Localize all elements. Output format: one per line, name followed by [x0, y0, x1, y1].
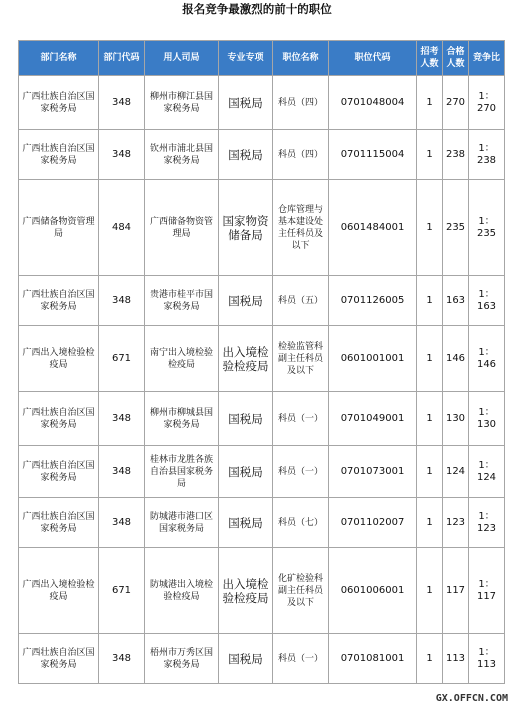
- cell-position-name: 检验监管科副主任科员及以下: [273, 326, 329, 392]
- cell-ratio: 1：117: [469, 548, 505, 634]
- cell-dept-name: 广西壮族自治区国家税务局: [19, 498, 99, 548]
- cell-dept-code: 671: [99, 326, 145, 392]
- cell-dept-code: 484: [99, 180, 145, 276]
- cell-position-code: 0701115004: [329, 130, 417, 180]
- cell-dept-code: 348: [99, 76, 145, 130]
- cell-dept-code: 348: [99, 446, 145, 498]
- table-row: [19, 392, 505, 446]
- cell-specialty: 国税局: [219, 130, 273, 180]
- cell-employer: 广西储备物资管理局: [145, 180, 219, 276]
- cell-employer: 防城港市港口区国家税务局: [145, 498, 219, 548]
- cell-quota: 1: [417, 276, 443, 326]
- cell-ratio: 1：113: [469, 634, 505, 684]
- cell-specialty: 出入境检验检疫局: [219, 326, 273, 392]
- header-employer: 用人司局: [145, 41, 219, 76]
- header-dept-name: 部门名称: [19, 41, 99, 76]
- cell-position-code: 0701102007: [329, 498, 417, 548]
- cell-position-name: 科员（一）: [273, 634, 329, 684]
- cell-ratio: 1：238: [469, 130, 505, 180]
- cell-specialty: 国税局: [219, 392, 273, 446]
- cell-employer: 贵港市桂平市国家税务局: [145, 276, 219, 326]
- cell-quota: 1: [417, 326, 443, 392]
- cell-dept-name: 广西出入境检验检疫局: [19, 326, 99, 392]
- cell-dept-name: 广西壮族自治区国家税务局: [19, 634, 99, 684]
- cell-qualified: 130: [443, 392, 469, 446]
- watermark-text: GX.OFFCN.COM: [435, 693, 508, 704]
- cell-specialty: 国税局: [219, 634, 273, 684]
- cell-quota: 1: [417, 392, 443, 446]
- cell-qualified: 163: [443, 276, 469, 326]
- cell-qualified: 146: [443, 326, 469, 392]
- header-position-code: 职位代码: [329, 41, 417, 76]
- cell-dept-code: 348: [99, 634, 145, 684]
- table-row: [19, 634, 505, 684]
- cell-specialty: 国税局: [219, 76, 273, 130]
- cell-position-name: 科员（四）: [273, 76, 329, 130]
- table-row: [19, 548, 505, 634]
- cell-qualified: 238: [443, 130, 469, 180]
- cell-position-name: 化矿检验科副主任科员及以下: [273, 548, 329, 634]
- cell-qualified: 124: [443, 446, 469, 498]
- cell-position-code: 0601001001: [329, 326, 417, 392]
- cell-quota: 1: [417, 130, 443, 180]
- table-row: [19, 76, 505, 130]
- header-row: [19, 41, 505, 76]
- cell-ratio: 1：123: [469, 498, 505, 548]
- cell-dept-name: 广西储备物资管理局: [19, 180, 99, 276]
- cell-ratio: 1：124: [469, 446, 505, 498]
- cell-specialty: 国税局: [219, 498, 273, 548]
- cell-position-code: 0701048004: [329, 76, 417, 130]
- cell-position-name: 科员（五）: [273, 276, 329, 326]
- cell-quota: 1: [417, 446, 443, 498]
- cell-qualified: 270: [443, 76, 469, 130]
- cell-position-name: 仓库管理与基本建设处主任科员及以下: [273, 180, 329, 276]
- cell-quota: 1: [417, 548, 443, 634]
- table-row: [19, 446, 505, 498]
- table-row: [19, 326, 505, 392]
- cell-dept-name: 广西壮族自治区国家税务局: [19, 446, 99, 498]
- cell-ratio: 1：130: [469, 392, 505, 446]
- cell-position-name: 科员（四）: [273, 130, 329, 180]
- header-dept-code: 部门代码: [99, 41, 145, 76]
- cell-specialty: 国税局: [219, 276, 273, 326]
- cell-ratio: 1：146: [469, 326, 505, 392]
- cell-dept-code: 348: [99, 130, 145, 180]
- cell-specialty: 国税局: [219, 446, 273, 498]
- cell-position-code: 0701081001: [329, 634, 417, 684]
- cell-employer: 南宁出入境检验检疫局: [145, 326, 219, 392]
- cell-dept-name: 广西出入境检验检疫局: [19, 548, 99, 634]
- cell-position-name: 科员（一）: [273, 446, 329, 498]
- cell-dept-code: 671: [99, 548, 145, 634]
- cell-dept-name: 广西壮族自治区国家税务局: [19, 76, 99, 130]
- cell-position-code: 0601006001: [329, 548, 417, 634]
- cell-qualified: 113: [443, 634, 469, 684]
- cell-qualified: 117: [443, 548, 469, 634]
- cell-dept-name: 广西壮族自治区国家税务局: [19, 276, 99, 326]
- table-row: [19, 130, 505, 180]
- cell-position-name: 科员（一）: [273, 392, 329, 446]
- table-row: [19, 276, 505, 326]
- cell-position-code: 0701126005: [329, 276, 417, 326]
- cell-specialty: 出入境检验检疫局: [219, 548, 273, 634]
- header-ratio: 竞争比: [469, 41, 505, 76]
- cell-ratio: 1：163: [469, 276, 505, 326]
- cell-dept-code: 348: [99, 498, 145, 548]
- header-qualified: 合格人数: [443, 41, 469, 76]
- cell-employer: 钦州市浦北县国家税务局: [145, 130, 219, 180]
- cell-employer: 桂林市龙胜各族自治县国家税务局: [145, 446, 219, 498]
- cell-ratio: 1：235: [469, 180, 505, 276]
- jobs-table: [18, 40, 505, 684]
- page-title: 报名竞争最激烈的前十的职位: [182, 2, 332, 16]
- cell-quota: 1: [417, 180, 443, 276]
- cell-quota: 1: [417, 498, 443, 548]
- cell-quota: 1: [417, 634, 443, 684]
- cell-employer: 梧州市万秀区国家税务局: [145, 634, 219, 684]
- cell-dept-name: 广西壮族自治区国家税务局: [19, 392, 99, 446]
- cell-dept-name: 广西壮族自治区国家税务局: [19, 130, 99, 180]
- cell-ratio: 1：270: [469, 76, 505, 130]
- cell-specialty: 国家物资储备局: [219, 180, 273, 276]
- cell-position-code: 0701049001: [329, 392, 417, 446]
- cell-employer: 柳州市柳江县国家税务局: [145, 76, 219, 130]
- cell-position-name: 科员（七）: [273, 498, 329, 548]
- cell-qualified: 235: [443, 180, 469, 276]
- cell-employer: 防城港出入境检验检疫局: [145, 548, 219, 634]
- cell-position-code: 0601484001: [329, 180, 417, 276]
- cell-position-code: 0701073001: [329, 446, 417, 498]
- table-row: [19, 180, 505, 276]
- cell-dept-code: 348: [99, 392, 145, 446]
- header-position-name: 职位名称: [273, 41, 329, 76]
- header-quota: 招考人数: [417, 41, 443, 76]
- cell-dept-code: 348: [99, 276, 145, 326]
- cell-qualified: 123: [443, 498, 469, 548]
- cell-quota: 1: [417, 76, 443, 130]
- cell-employer: 柳州市柳城县国家税务局: [145, 392, 219, 446]
- table-row: [19, 498, 505, 548]
- header-specialty: 专业专项: [219, 41, 273, 76]
